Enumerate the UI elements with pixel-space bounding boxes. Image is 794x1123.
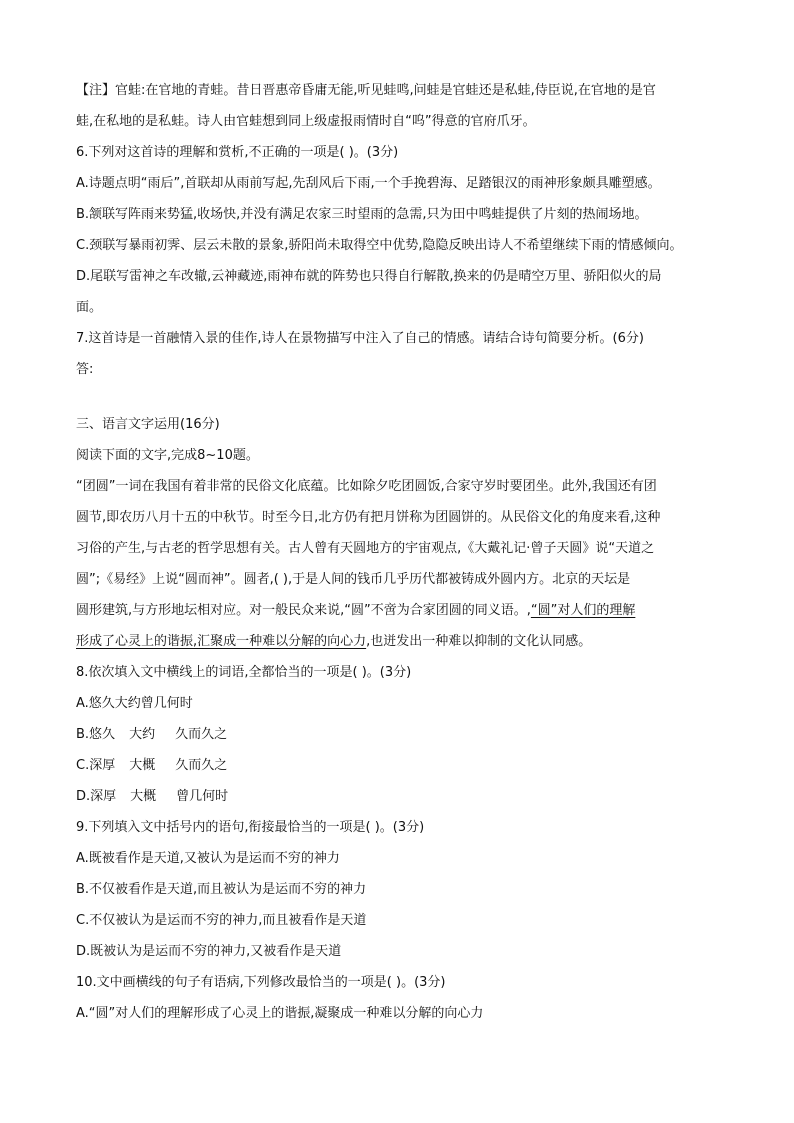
passage-line-6 xyxy=(76,631,726,662)
question-8-option-b xyxy=(76,724,726,755)
passage-line-6-text: ,也迸发出一种难以抑制的文化认同感。 xyxy=(366,634,592,649)
underlined-sentence-end: 形成了心灵上的谐振,汇聚成一种难以分解的向心力 xyxy=(76,634,367,649)
question-9-option-d: D.既被认为是运而不穷的神力,又被看作是天道 xyxy=(76,944,342,959)
question-8-stem: 8.依次填入文中横线上的词语,全都恰当的一项是( )。(3分) xyxy=(76,665,412,680)
question-6-option-a: A.诗题点明“雨后”,首联却从雨前写起,先刮风后下雨,一个手挽碧海、足踏银汉的雨神形象颇具雕塑感。 xyxy=(76,176,661,191)
option-word: B.悠久 xyxy=(76,727,116,742)
note-line-1: 【注】官蛙:在官地的青蛙。昔日晋惠帝昏庸无能,听见蛙鸣,问蛙是官蛙还是私蛙,侍臣说,在官地的是官 xyxy=(76,83,656,98)
question-9-stem: 9.下列填入文中括号内的语句,衔接最恰当的一项是( )。(3分) xyxy=(76,820,425,835)
question-9-option-b: B.不仅被看作是天道,而且被认为是运而不穷的神力 xyxy=(76,882,367,897)
question-8-option-d xyxy=(76,786,726,817)
option-word: D.深厚 xyxy=(76,789,117,804)
question-9-option-a: A.既被看作是天道,又被认为是运而不穷的神力 xyxy=(76,851,340,866)
question-6-stem: 6.下列对这首诗的理解和赏析,不正确的一项是( )。(3分) xyxy=(76,145,399,160)
page-content xyxy=(76,80,726,1034)
question-7-answer-label: 答: xyxy=(76,362,94,377)
question-6-option-c: C.颈联写暴雨初霁、层云未散的景象,骄阳尚未取得空中优势,隐隐反映出诗人不希望继续下雨的情感倾向。 xyxy=(76,238,683,253)
note-line-2: 蛙,在私地的是私蛙。诗人由官蛙想到同上级虚报雨情时自“呜”得意的官府爪牙。 xyxy=(76,114,536,129)
section-3-title: 三、语言文字运用(16分) xyxy=(76,417,220,432)
question-10-option-a: A.“圆”对人们的理解形成了心灵上的谐振,凝聚成一种难以分解的向心力 xyxy=(76,1006,484,1021)
question-8-option-a: A.悠久大约曾几何时 xyxy=(76,696,193,711)
option-word: 大概 xyxy=(130,789,157,804)
passage-line-3: 习俗的产生,与古老的哲学思想有关。古人曾有天圆地方的宇宙观点,《大戴礼记·曾子天圆》说“天道之 xyxy=(76,541,655,556)
passage-line-1: “团圆”一词在我国有着非常的民俗文化底蕴。比如除夕吃团圆饭,合家守岁时要团坐。此外,我国还有团 xyxy=(76,479,657,494)
question-6-option-d-cont: 面。 xyxy=(76,300,103,315)
passage-line-4: 圆”;《易经》上说“圆而神”。圆者,( ),于是人间的钱币几乎历代都被铸成外圆内方。北京的天坛是 xyxy=(76,572,631,587)
question-9-option-c: C.不仅被认为是运而不穷的神力,而且被看作是天道 xyxy=(76,913,367,928)
option-word: 大概 xyxy=(129,758,156,773)
question-6-option-b: B.颔联写阵雨来势猛,收场快,并没有满足农家三时望雨的急需,只为田中鸣蛙提供了片刻的热闹场地。 xyxy=(76,207,648,222)
option-word: 大约 xyxy=(129,727,156,742)
passage-line-2: 圆节,即农历八月十五的中秋节。时至今日,北方仍有把月饼称为团圆饼的。从民俗文化的角度来看,这种 xyxy=(76,510,661,525)
spacer xyxy=(76,390,726,414)
section-3-intro: 阅读下面的文字,完成8~10题。 xyxy=(76,448,259,463)
question-7-stem: 7.这首诗是一首融情入景的佳作,诗人在景物描写中注入了自己的情感。请结合诗句简要分析。(6分) xyxy=(76,331,644,346)
option-word: 久而久之 xyxy=(175,758,228,773)
passage-line-5-text: 圆形建筑,与方形地坛相对应。对一般民众来说,“圆”不啻为合家团圆的同义语。, xyxy=(76,603,531,618)
question-10-stem: 10.文中画横线的句子有语病,下列修改最恰当的一项是( )。(3分) xyxy=(76,975,446,990)
underlined-sentence-start: “圆”对人们的理解 xyxy=(530,603,636,618)
option-word: 久而久之 xyxy=(175,727,228,742)
question-8-option-c xyxy=(76,755,726,786)
passage-line-5 xyxy=(76,600,726,631)
question-6-option-d: D.尾联写雷神之车改辙,云神藏迹,雨神布就的阵势也只得自行解散,换来的仍是晴空万里、骄阳似火的局 xyxy=(76,269,662,284)
option-word: 曾几何时 xyxy=(176,789,229,804)
option-word: C.深厚 xyxy=(76,758,116,773)
